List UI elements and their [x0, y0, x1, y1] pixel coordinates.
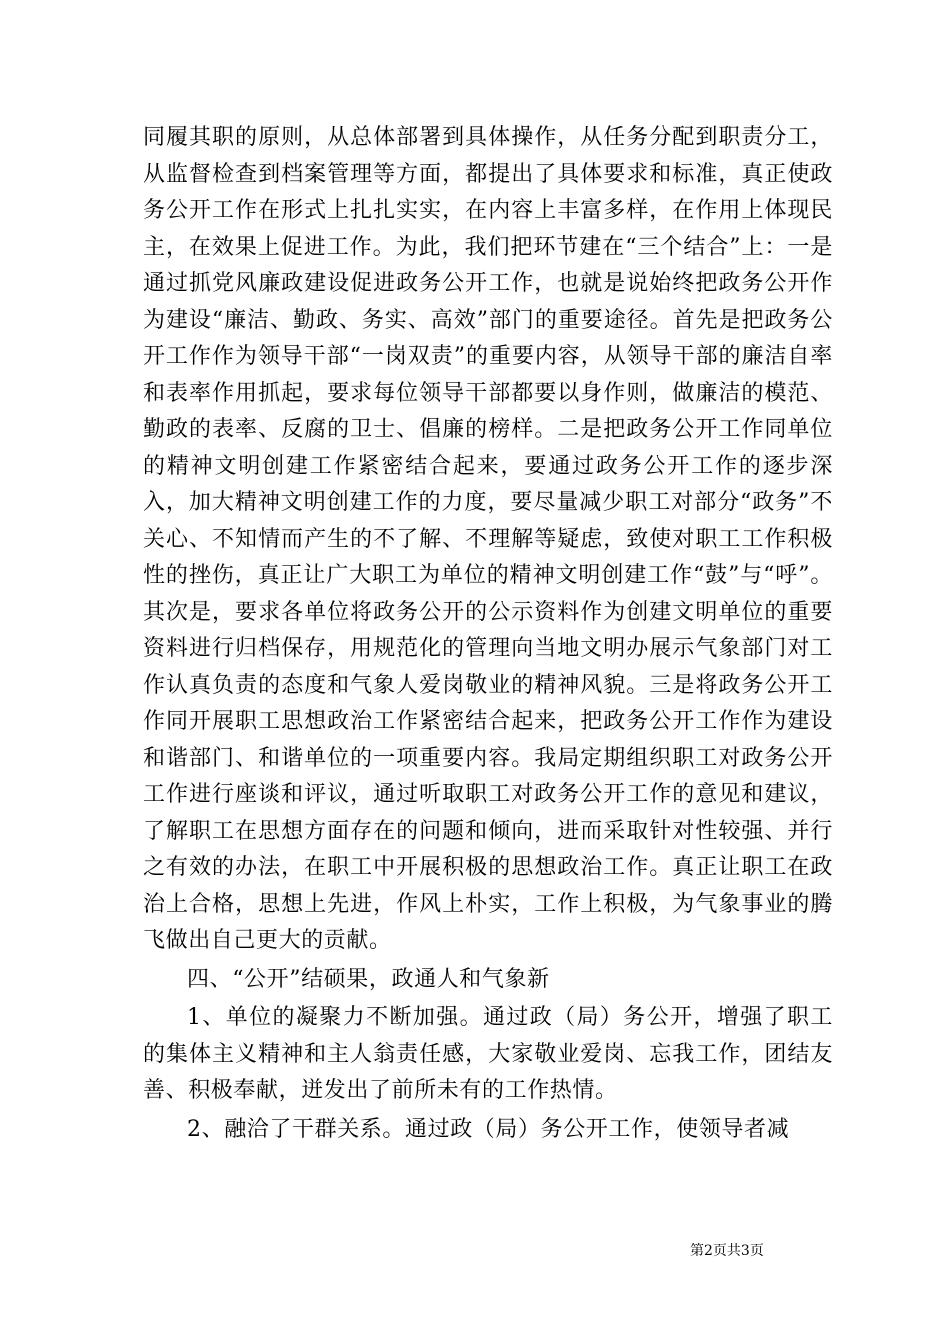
- body-paragraph: 同履其职的原则，从总体部署到具体操作，从任务分配到职责分工，从监督检查到档案管理等方面，都提出了具体要求和标准，真正使政务公开工作在形式上扎扎实实，在内容上丰富多样，在作用上体现民主，在效果上促进工作。为此，我们把环节建在“三个结合”上：一是通过抓党风廉政建设促进政务公开工作，也就是说始终把政务公开作为建设“廉洁、勤政、务实、高效”部门的重要途径。首先是把政务公开工作作为领导干部“一岗双责”的重要内容，从领导干部的廉洁自率和表率作用抓起，要求每位领导干部都要以身作则，做廉洁的模范、勤政的表率、反腐的卫士、倡廉的榜样。二是把政务公开工作同单位的精神文明创建工作紧密结合起来，要通过政务公开工作的逐步深入，加大精神文明创建工作的力度，要尽量减少职工对部分“政务”不关心、不知情而产生的不了解、不理解等疑虑，致使对职工工作积极性的挫伤，真正让广大职工为单位的精神文明创建工作“鼓”与“呼”。其次是，要求各单位将政务公开的公示资料作为创建文明单位的重要资料进行归档保存，用规范化的管理向当地文明办展示气象部门对工作认真负责的态度和气象人爱岗敬业的精神风貌。三是将政务公开工作同开展职工思想政治工作紧密结合起来，把政务公开工作作为建设和谐部门、和谐单位的一项重要内容。我局定期组织职工对政务公开工作进行座谈和评议，通过听取职工对政务公开工作的意见和建议，了解职工在思想方面存在的问题和倾向，进而采取针对性较强、并行之有效的办法，在职工中开展积极的思想政治工作。真正让职工在政治上合格，思想上先进，作风上朴实，工作上积极，为气象事业的腾飞做出自己更大的贡献。: [143, 125, 833, 953]
- document-body: [143, 120, 833, 1148]
- list-item-2: 2、融洽了干群关系。通过政（局）务公开工作，使领导者减: [187, 1116, 790, 1142]
- section-heading: 四、“公开”结硕果，政通人和气象新: [187, 966, 550, 992]
- list-item-1: 1、单位的凝聚力不断加强。通过政（局）务公开，增强了职工的集体主义精神和主人翁责任感，大家敬业爱岗、忘我工作，团结友善、积极奉献，迸发出了前所未有的工作热情。: [143, 1005, 833, 1103]
- page-number-footer: 第2页共3页: [690, 1243, 764, 1259]
